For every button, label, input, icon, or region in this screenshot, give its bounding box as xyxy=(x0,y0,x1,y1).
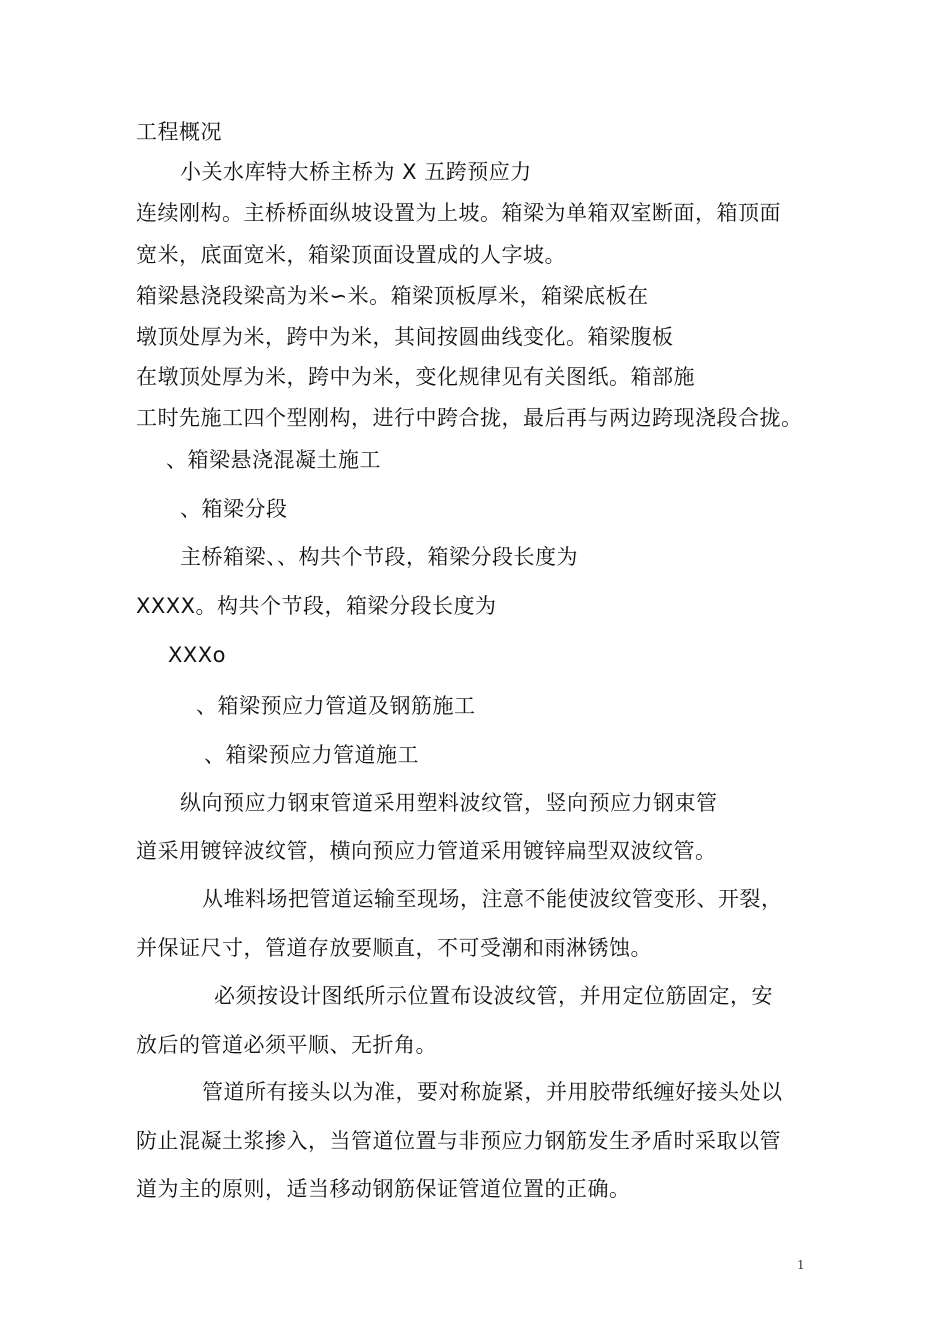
paragraph-line: 防止混凝土浆掺入，当管道位置与非预应力钢筋发生矛盾时采取以管 xyxy=(136,1129,781,1153)
paragraph-line: XXXX。构共个节段，箱梁分段长度为 xyxy=(136,594,497,618)
paragraph-line: 管道所有接头以为准，要对称旋紧，并用胶带纸缠好接头处以 xyxy=(202,1080,783,1104)
paragraph-line: 小关水库特大桥主桥为 X 五跨预应力 xyxy=(180,160,532,184)
paragraph-line: 纵向预应力钢束管道采用塑料波纹管，竖向预应力钢束管 xyxy=(180,791,718,815)
paragraph-line: 工时先施工四个型刚构，进行中跨合拢，最后再与两边跨现浇段合拢。 xyxy=(136,406,803,430)
subsection-heading: 、箱梁悬浇混凝土施工 xyxy=(166,448,381,472)
paragraph-line: 主桥箱梁、、构共个节段，箱梁分段长度为 xyxy=(180,545,578,569)
paragraph-line: 箱梁悬浇段梁高为米∽米。箱梁顶板厚米，箱梁底板在 xyxy=(136,284,649,308)
paragraph-line: 在墩顶处厚为米，跨中为米，变化规律见有关图纸。箱部施 xyxy=(136,365,695,389)
subsection-heading: 、箱梁预应力管道施工 xyxy=(204,743,419,767)
section-title: 工程概况 xyxy=(136,120,222,144)
subsection-heading: 、箱梁分段 xyxy=(180,497,288,521)
paragraph-line: 道采用镀锌波纹管，横向预应力管道采用镀锌扁型双波纹管。 xyxy=(136,839,717,863)
paragraph-line: 宽米，底面宽米，箱梁顶面设置成的人字坡。 xyxy=(136,243,566,267)
paragraph-line: 必须按设计图纸所示位置布设波纹管，并用定位筋固定，安 xyxy=(214,984,773,1008)
paragraph-line: 从堆料场把管道运输至现场，注意不能使波纹管变形、开裂， xyxy=(202,887,783,911)
paragraph-line: 墩顶处厚为米，跨中为米，其间按圆曲线变化。箱梁腹板 xyxy=(136,325,674,349)
paragraph-line: 连续刚构。主桥桥面纵坡设置为上坡。箱梁为单箱双室断面，箱顶面 xyxy=(136,201,781,225)
paragraph-line: 并保证尺寸，管道存放要顺直，不可受潮和雨淋锈蚀。 xyxy=(136,936,652,960)
subsection-heading: 、箱梁预应力管道及钢筋施工 xyxy=(196,694,476,718)
paragraph-line: XXXo xyxy=(168,643,227,667)
paragraph-line: 放后的管道必须平顺、无折角。 xyxy=(136,1033,437,1057)
paragraph-line: 道为主的原则，适当移动钢筋保证管道位置的正确。 xyxy=(136,1177,631,1201)
page-number: 1 xyxy=(797,1258,805,1272)
